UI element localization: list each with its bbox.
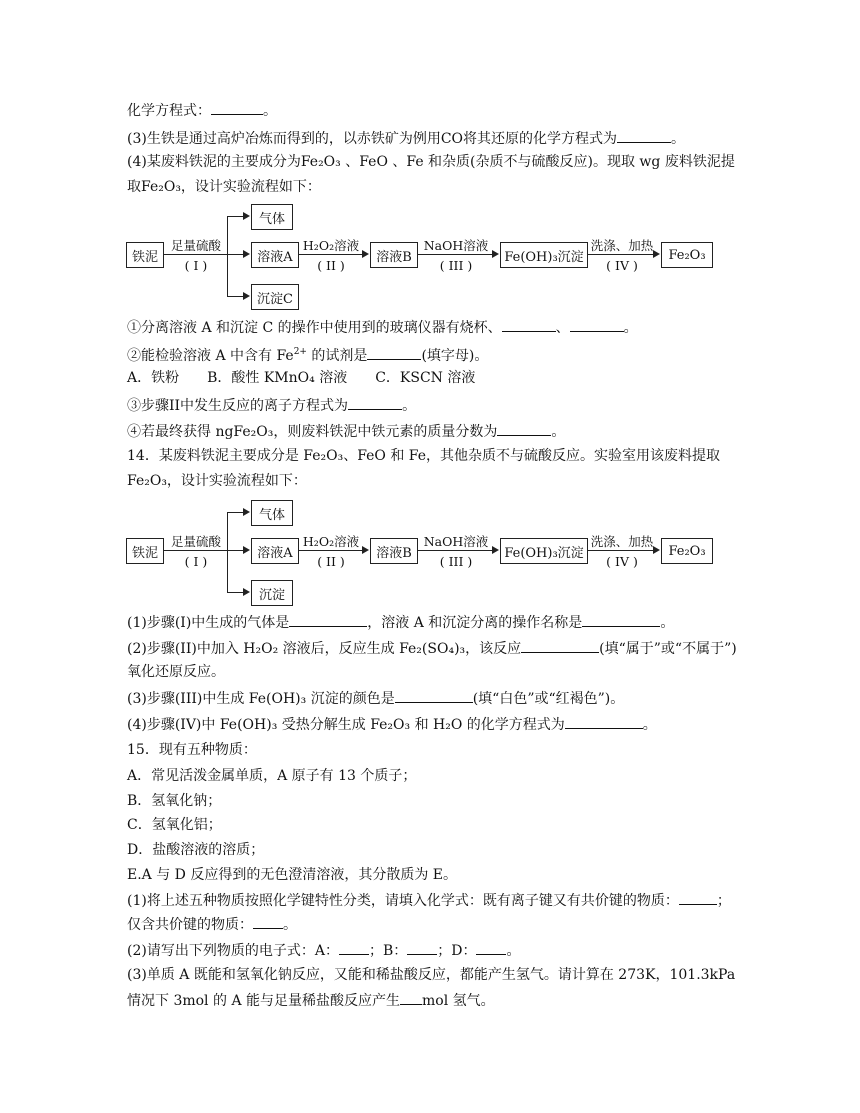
flow-box-hydroxide: Fe(OH)₃沉淀 <box>500 538 588 564</box>
flow-box-precipitate: 沉淀 <box>251 580 293 606</box>
line-equation-blank: 化学方程式： 。 <box>127 100 277 121</box>
question-14-line1: 14．某废料铁泥主要成分是 Fe₂O₃、FeO 和 Fe，其他杂质不与硫酸反应。实验室用该废料提取 <box>127 448 721 464</box>
flow-reagent-3: NaOH溶液 <box>423 534 489 549</box>
question-3: (3)生铁是通过高炉冶炼而得到的，以赤铁矿为例用CO将其还原的化学方程式为 。 <box>127 128 685 149</box>
flow-step-4: ( IV ) <box>606 258 638 273</box>
flow-reagent-1: 足量硫酸 <box>170 238 221 253</box>
answer-blank[interactable] <box>400 990 422 1005</box>
q14-subquestion-2-cont: 氧化还原反应。 <box>127 664 225 680</box>
arrow-head-icon <box>243 292 250 300</box>
flow-box-precipitate-c: 沉淀C <box>251 284 299 310</box>
arrow-head-icon <box>243 588 250 596</box>
flow-box-solution-b: 溶液B <box>370 538 418 564</box>
flow-box-product: Fe₂O₃ <box>661 242 713 268</box>
q15-subquestion-3: (3)单质 A 既能和氢氧化钠反应，又能和稀盐酸反应，都能产生氢气。请计算在 273K，101.3kPa <box>127 967 736 983</box>
answer-blank[interactable] <box>502 317 556 332</box>
flow-step-3: ( III ) <box>439 554 473 569</box>
flow-box-start: 铁泥 <box>126 242 164 268</box>
flow-step-1: ( I ) <box>184 554 208 569</box>
arrow-head-icon <box>243 212 250 220</box>
flow-box-solution-a: 溶液A <box>251 242 299 268</box>
substance-e: E.A 与 D 反应得到的无色澄清溶液，其分散质为 E。 <box>127 867 458 883</box>
flow-step-2: ( II ) <box>317 258 345 273</box>
subquestion-2: ②能检验溶液 A 中含有 $Fe^{2+}$ 的试剂是 (填字母)。 <box>127 347 489 364</box>
flow-step-3: ( III ) <box>439 258 473 273</box>
flow-reagent-4: 洗涤、加热 <box>590 534 654 549</box>
q14-subquestion-3: (3)步骤(III)中生成 Fe(OH)₃ 沉淀的颜色是 (填“白色”或“红褐色”)。 <box>127 688 624 709</box>
q14-subquestion-1: (1)步骤(I)中生成的气体是 ，溶液 A 和沉淀分离的操作名称是 。 <box>127 612 674 633</box>
answer-blank[interactable] <box>339 940 369 955</box>
answer-blank[interactable] <box>617 128 671 143</box>
answer-blank[interactable] <box>367 345 421 360</box>
answer-blank[interactable] <box>395 688 473 703</box>
substance-d: D．盐酸溶液的溶质； <box>127 842 265 858</box>
q15-subquestion-3-cont: 情况下 3mol 的 A 能与足量稀盐酸反应产生 mol 氢气。 <box>127 990 495 1011</box>
question-4-line2: 取Fe₂O₃，设计实验流程如下： <box>127 179 321 195</box>
flow-step-2: ( II ) <box>317 554 345 569</box>
answer-blank[interactable] <box>565 714 643 729</box>
subquestion-4: ④若最终获得 ngFe₂O₃，则废料铁泥中铁元素的质量分数为 。 <box>127 421 565 442</box>
flow-box-start: 铁泥 <box>126 538 164 564</box>
flow-diagram-1 <box>126 200 726 312</box>
q15-subquestion-1-cont: 仅含共价键的物质： 。 <box>127 914 297 935</box>
flow-reagent-1: 足量硫酸 <box>170 534 221 549</box>
flow-box-solution-a: 溶液A <box>251 538 299 564</box>
answer-blank[interactable] <box>521 638 599 653</box>
flow-reagent-3: NaOH溶液 <box>423 238 489 253</box>
flow-step-4: ( IV ) <box>606 554 638 569</box>
substance-a: A．常见活泼金属单质，A 原子有 13 个质子； <box>127 768 417 784</box>
flow-branch-line <box>227 512 228 592</box>
answer-blank[interactable] <box>289 612 367 627</box>
subquestion-2-options: A．铁粉 B．酸性 KMnO₄ 溶液 C．KSCN 溶液 <box>127 370 476 386</box>
flow-box-product: Fe₂O₃ <box>661 538 713 564</box>
question-15-title: 15．现有五种物质： <box>127 742 257 758</box>
substance-b: B．氢氧化钠； <box>127 793 222 809</box>
arrow-head-icon <box>243 250 250 258</box>
flow-box-gas: 气体 <box>251 204 293 230</box>
subquestion-3: ③步骤II中发生反应的离子方程式为 。 <box>127 395 416 416</box>
q14-subquestion-4: (4)步骤(IV)中 Fe(OH)₃ 受热分解生成 Fe₂O₃ 和 H₂O 的化学方程式为 。 <box>127 714 657 735</box>
flow-step-1: ( I ) <box>184 258 208 273</box>
answer-blank[interactable] <box>570 317 624 332</box>
flow-box-gas: 气体 <box>251 500 293 526</box>
question-14-line2: Fe₂O₃，设计实验流程如下： <box>127 473 307 489</box>
arrow-head-icon <box>243 508 250 516</box>
answer-blank[interactable] <box>348 395 402 410</box>
flow-branch-line <box>227 216 228 296</box>
flow-arrow-line <box>163 254 227 255</box>
q14-subquestion-2: (2)步骤(II)中加入 H₂O₂ 溶液后，反应生成 Fe₂(SO₄)₃，该反应 (填“属于”或“不属于”) <box>127 638 737 659</box>
subquestion-1: ①分离溶液 A 和沉淀 C 的操作中使用到的玻璃仪器有烧杯、 、 。 <box>127 317 638 338</box>
substance-c: C．氢氧化铝； <box>127 817 222 833</box>
q15-subquestion-1: (1)将上述五种物质按照化学键特性分类，请填入化学式：既有离子键又有共价键的物质： ； <box>127 890 731 911</box>
answer-blank[interactable] <box>211 100 263 115</box>
flow-reagent-2: H₂O₂溶液 <box>302 534 360 549</box>
flow-diagram-2 <box>126 496 726 608</box>
q15-subquestion-2: (2)请写出下列物质的电子式：A： ；B： ；D： 。 <box>127 940 520 961</box>
answer-blank[interactable] <box>476 940 506 955</box>
flow-reagent-2: H₂O₂溶液 <box>302 238 360 253</box>
answer-blank[interactable] <box>679 890 717 905</box>
arrow-head-icon <box>243 546 250 554</box>
question-4-line1: (4)某废料铁泥的主要成分为Fe₂O₃ 、FeO 、Fe 和杂质(杂质不与硫酸反应)。现取 wg 废料铁泥提 <box>127 154 735 170</box>
answer-blank[interactable] <box>253 914 283 929</box>
flow-box-hydroxide: Fe(OH)₃沉淀 <box>500 242 588 268</box>
flow-box-solution-b: 溶液B <box>370 242 418 268</box>
answer-blank[interactable] <box>497 421 551 436</box>
answer-blank[interactable] <box>407 940 437 955</box>
flow-reagent-4: 洗涤、加热 <box>590 238 654 253</box>
answer-blank[interactable] <box>582 612 660 627</box>
